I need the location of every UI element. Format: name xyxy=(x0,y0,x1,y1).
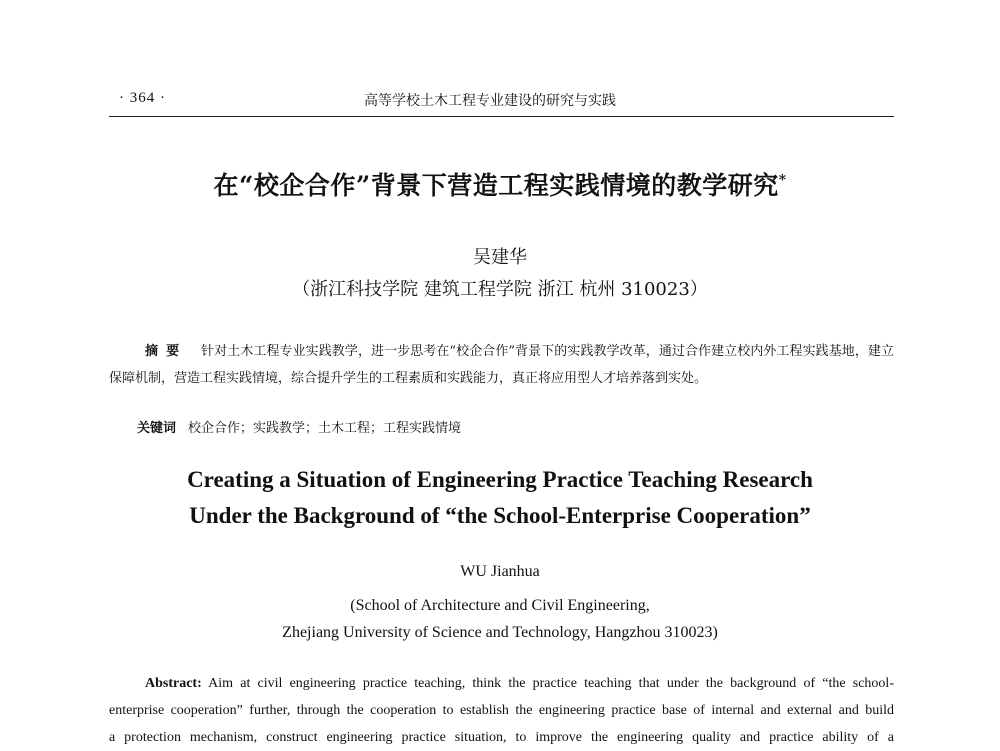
journal-title: 高等学校土木工程专业建设的研究与实践 xyxy=(364,93,616,109)
page-number: · 364 · xyxy=(119,90,166,106)
running-header xyxy=(109,88,894,116)
author-cn: 吴建华 xyxy=(473,247,527,268)
affiliation-en-line1: (School of Architecture and Civil Engineering, xyxy=(350,597,650,614)
keywords-cn xyxy=(109,416,894,442)
keywords-cn-text: 校企合作；实践教学；土木工程；工程实践情境 xyxy=(188,421,462,436)
abstract-en-line3: a protection mechanism, construct engineering practice situation, to improve the engineering quality and practice ability of a xyxy=(109,730,894,745)
article-title-en-line1: Creating a Situation of Engineering Practice Teaching Research xyxy=(187,467,813,492)
affiliation-cn: （浙江科技学院 建筑工程学院 浙江 杭州 310023） xyxy=(292,279,708,300)
article-title-cn xyxy=(0,166,1000,202)
abstract-cn xyxy=(109,338,894,392)
abstract-cn-label: 摘要 xyxy=(145,344,188,359)
article-title-cn-text: 在“校企合作”背景下营造工程实践情境的教学研究 xyxy=(213,171,779,200)
abstract-cn-text: 针对土木工程专业实践教学，进一步思考在“校企合作”背景下的实践教学改革，通过合作建立校内外工程实践基地，建立保障机制，营造工程实践情境，综合提升学生的工程素质和实践能力，真正将应用型人才培养落到实处。 xyxy=(109,344,894,386)
abstract-en-line1 xyxy=(109,670,894,697)
affiliation-en xyxy=(0,592,1000,646)
affiliation-en-line2: Zhejiang University of Science and Technology, Hangzhou 310023) xyxy=(282,624,718,641)
keywords-cn-label: 关键词 xyxy=(137,421,177,436)
abstract-en-line2: enterprise cooperation” further, through the cooperation to establish the engineering practice base of internal and external and build xyxy=(109,703,894,718)
article-title-en-line2: Under the Background of “the School-Enterprise Cooperation” xyxy=(189,503,811,528)
header-rule xyxy=(109,116,894,117)
article-title-en xyxy=(0,462,1000,534)
author-en: WU Jianhua xyxy=(460,563,540,580)
abstract-en-label: Abstract: xyxy=(145,676,202,691)
title-footnote-mark: * xyxy=(778,172,787,189)
abstract-en-line1-text: Aim at civil engineering practice teaching, think the practice teaching that under the background of “the school- xyxy=(208,676,894,691)
abstract-en xyxy=(109,670,894,751)
